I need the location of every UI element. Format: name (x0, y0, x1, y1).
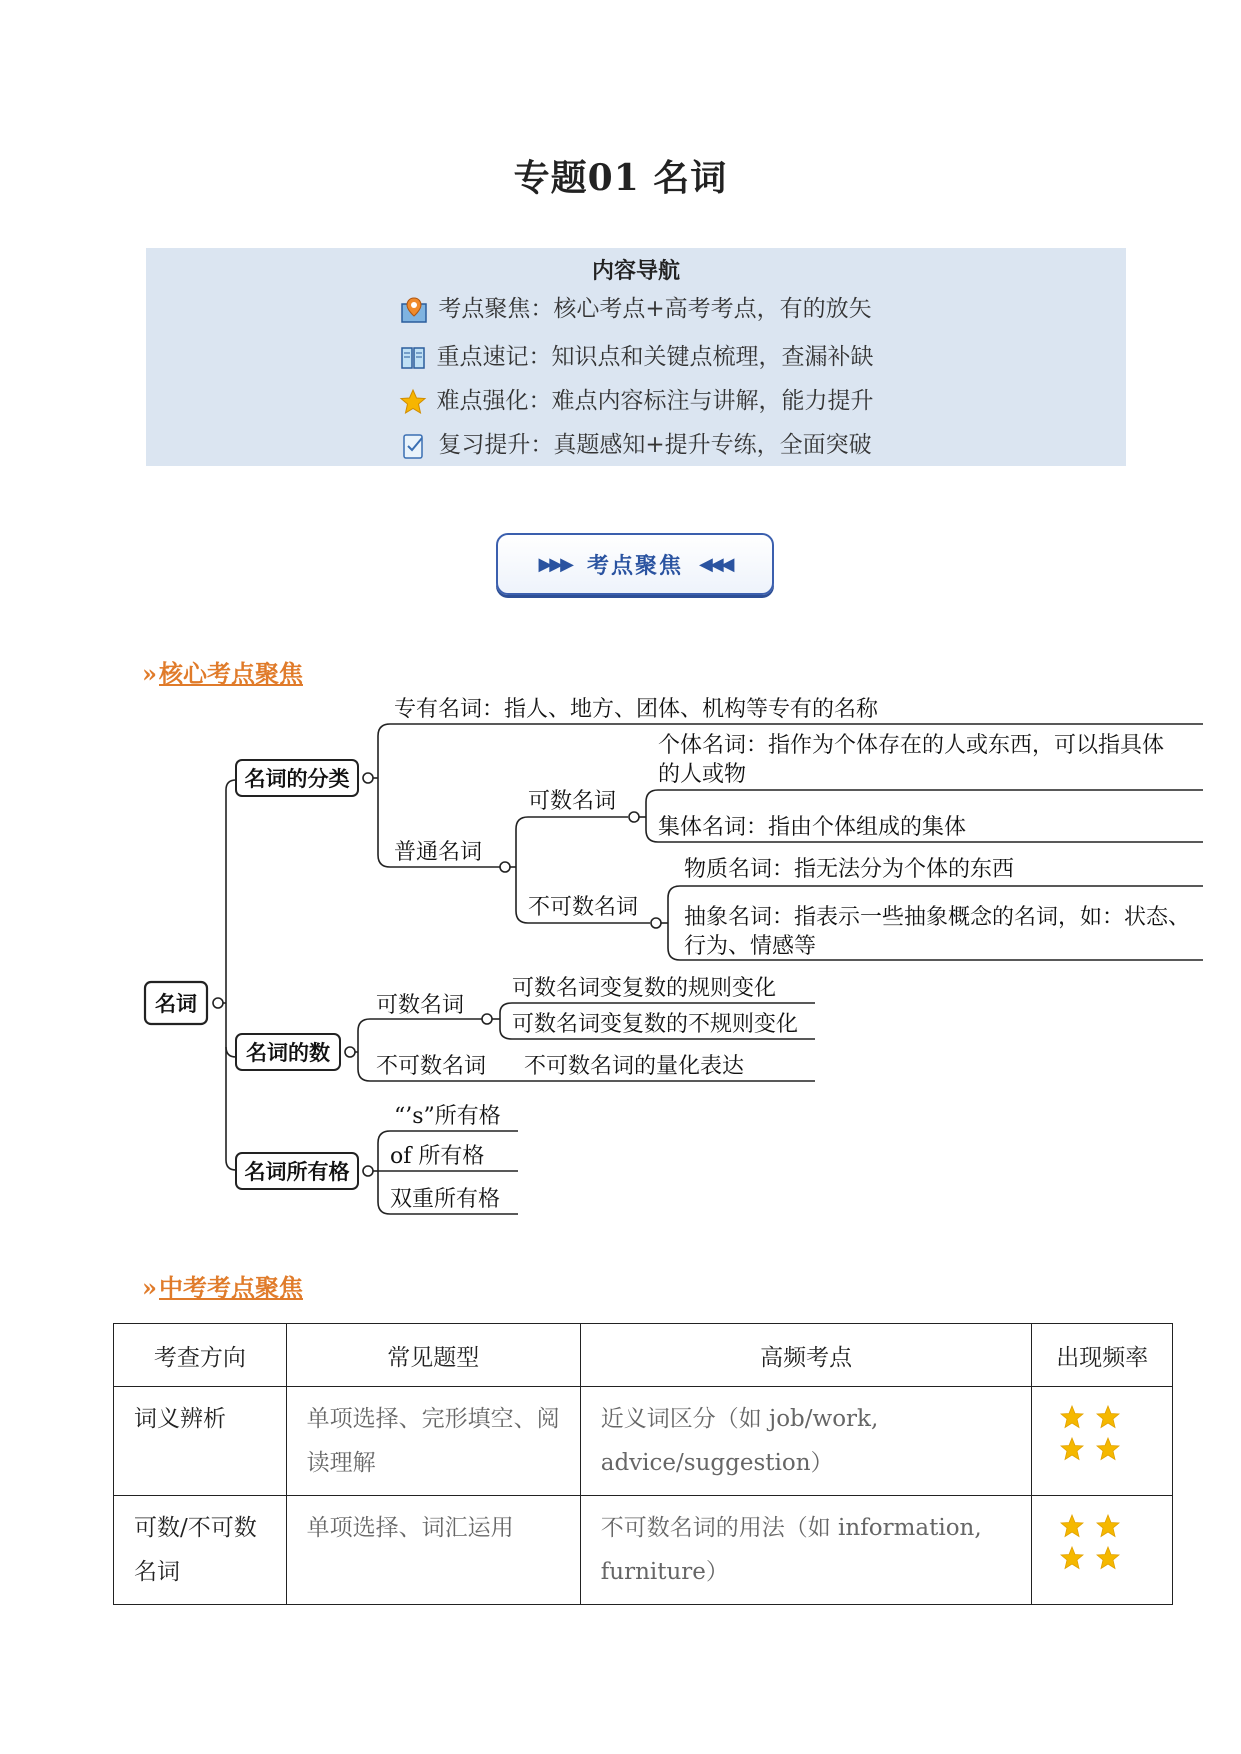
node-plural-regular: 可数名词变复数的规则变化 (512, 976, 777, 1001)
section-core-title: »核心考点聚焦 (142, 659, 303, 688)
star-icon (399, 388, 427, 416)
node-quantify: 不可数名词的量化表达 (524, 1054, 745, 1079)
node-uncountable-noun: 不可数名词 (528, 895, 639, 920)
mind-map (0, 690, 1241, 1250)
star-icon (1096, 1514, 1120, 1538)
table-row (114, 1387, 1173, 1496)
cell-points: 不可数名词的用法（如 information, furniture） (580, 1496, 1032, 1605)
node-number-uncountable: 不可数名词 (376, 1054, 487, 1079)
frequency-stars (1052, 1397, 1154, 1461)
page-title: 专题01 名词 (513, 157, 728, 199)
mind-map-root: 名词 (155, 992, 197, 1016)
nav-item-review (146, 426, 1126, 460)
cell-types: 单项选择、词汇运用 (286, 1496, 580, 1605)
col-header: 出现频率 (1032, 1324, 1173, 1387)
node-plural-irregular: 可数名词变复数的不规则变化 (512, 1012, 799, 1037)
book-icon (399, 344, 427, 372)
node-individual-noun: 个体名词：指作为个体存在的人或东西，可以指具体 (658, 733, 1165, 758)
node-of-possessive: of 所有格 (390, 1144, 485, 1169)
star-icon (1096, 1405, 1120, 1429)
star-icon (1060, 1546, 1084, 1570)
col-header: 常见题型 (286, 1324, 580, 1387)
node-material-noun: 物质名词：指无法分为个体的东西 (684, 857, 1015, 882)
node-s-possessive: “’s”所有格 (394, 1104, 501, 1129)
star-icon (1096, 1437, 1120, 1461)
nav-item-text: 考点聚焦：核心考点+高考考点，有的放矢 (438, 296, 872, 322)
banner-label: 考点聚焦 (586, 553, 683, 579)
content-nav-box (146, 248, 1126, 466)
double-chevron-icon: » (142, 659, 157, 688)
double-chevron-icon: » (142, 1273, 157, 1302)
frequency-stars (1052, 1506, 1154, 1570)
node-number: 名词的数 (246, 1041, 330, 1065)
node-double-possessive: 双重所有格 (390, 1187, 501, 1212)
node-common-noun: 普通名词 (394, 840, 483, 865)
node-abstract-noun-cont: 行为、情感等 (684, 934, 817, 959)
node-possessive: 名词所有格 (244, 1160, 350, 1184)
node-proper-noun: 专有名词：指人、地方、团体、机构等专有的名称 (394, 697, 879, 722)
node-individual-noun-cont: 的人或物 (658, 762, 747, 787)
col-header: 考查方向 (114, 1324, 287, 1387)
cell-points: 近义词区分（如 job/work, advice/suggestion） (580, 1387, 1032, 1496)
nav-item-text: 重点速记：知识点和关键点梳理，查漏补缺 (436, 344, 874, 370)
cell-types: 单项选择、完形填空、阅读理解 (286, 1387, 580, 1496)
right-arrows-icon: ▶▶▶ (538, 553, 571, 575)
table-row (114, 1496, 1173, 1605)
cell-direction: 可数/不可数名词 (114, 1496, 287, 1605)
cell-frequency (1032, 1496, 1173, 1605)
nav-item-text: 难点强化：难点内容标注与讲解，能力提升 (436, 388, 874, 414)
node-number-countable: 可数名词 (376, 993, 465, 1018)
star-icon (1060, 1514, 1084, 1538)
nav-item-text: 复习提升：真题感知+提升专练，全面突破 (438, 432, 872, 458)
star-icon (1060, 1437, 1084, 1461)
col-header: 高频考点 (580, 1324, 1032, 1387)
section-banner (496, 533, 774, 595)
checklist-icon (400, 432, 428, 460)
exam-points-table (113, 1323, 1173, 1605)
star-icon (1060, 1405, 1084, 1429)
star-icon (1096, 1546, 1120, 1570)
map-pin-icon (400, 296, 428, 324)
node-abstract-noun: 抽象名词：指表示一些抽象概念的名词，如：状态、 (684, 905, 1191, 930)
nav-item-focus (146, 290, 1126, 324)
nav-item-notes (146, 338, 1126, 372)
node-classification: 名词的分类 (244, 767, 350, 791)
section-exam-title: »中考考点聚焦 (142, 1273, 303, 1302)
cell-direction: 词义辨析 (114, 1387, 287, 1496)
left-arrows-icon: ◀◀◀ (699, 553, 732, 575)
table-header-row (114, 1324, 1173, 1387)
nav-heading: 内容导航 (591, 258, 680, 284)
cell-frequency (1032, 1387, 1173, 1496)
nav-item-difficult (146, 382, 1126, 416)
node-countable-noun: 可数名词 (528, 789, 617, 814)
node-collective-noun: 集体名词：指由个体组成的集体 (658, 815, 967, 840)
